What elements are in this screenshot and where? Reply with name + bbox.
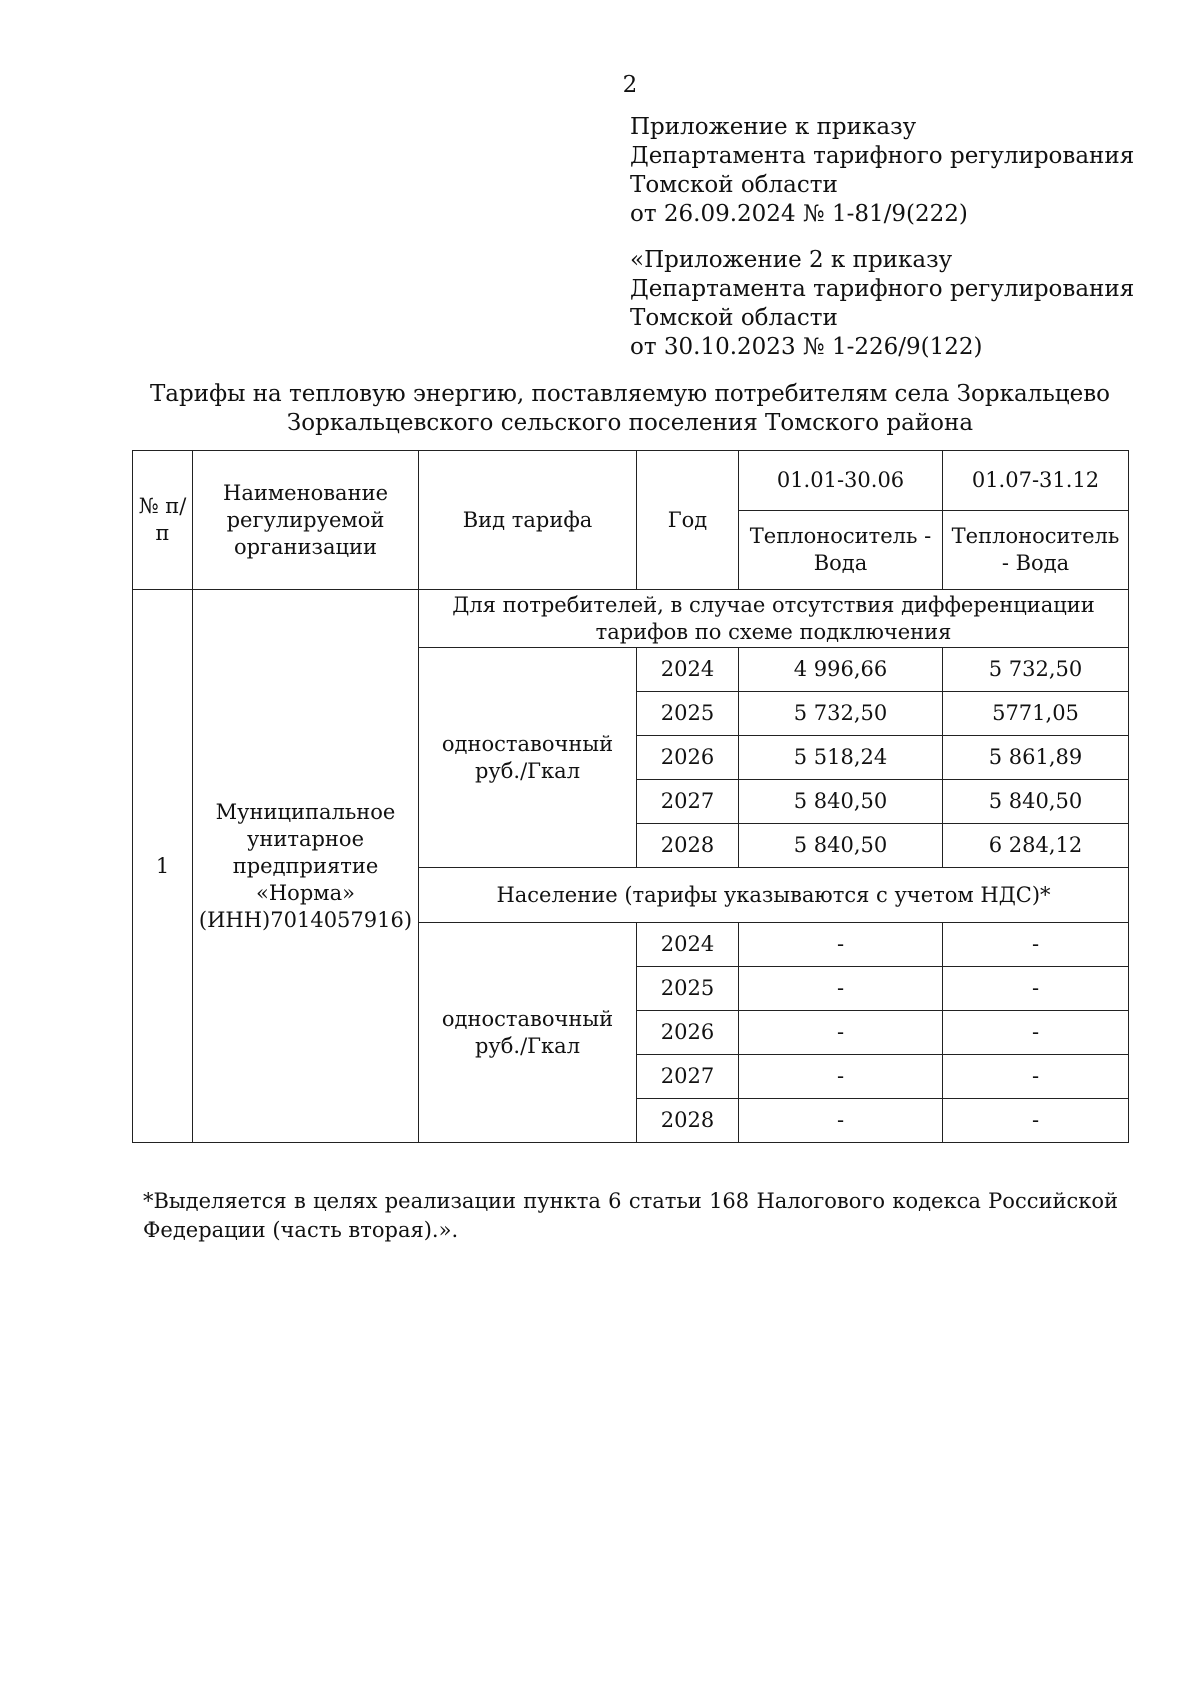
value-cell: - <box>739 923 943 967</box>
appendix-line: Приложение к приказу <box>630 114 917 140</box>
value-cell: 5 518,24 <box>739 736 943 780</box>
year-cell: 2025 <box>637 692 739 736</box>
footnote: *Выделяется в целях реализации пункта 6 статьи 168 Налогового кодекса Российской Федерации (часть вторая).». <box>143 1189 1118 1242</box>
section-caption: Население (тарифы указываются с учетом НДС)* <box>419 868 1129 923</box>
year-cell: 2027 <box>637 780 739 824</box>
value-cell: - <box>739 967 943 1011</box>
value-cell: - <box>943 1011 1129 1055</box>
header-num: № п/п <box>133 451 193 590</box>
value-cell: - <box>943 967 1129 1011</box>
value-cell: 5 732,50 <box>943 648 1129 692</box>
value-cell: - <box>943 1055 1129 1099</box>
appendix-line: «Приложение 2 к приказу <box>630 247 953 273</box>
value-cell: - <box>739 1011 943 1055</box>
header-period-2: 01.07-31.12 <box>943 451 1129 511</box>
year-cell: 2024 <box>637 648 739 692</box>
appendix-line: Томской области <box>630 172 838 198</box>
value-cell: 5 840,50 <box>739 780 943 824</box>
year-cell: 2028 <box>637 1099 739 1143</box>
appendix-line: Томской области <box>630 305 838 331</box>
table-title-line: Тарифы на тепловую энергию, поставляемую потребителям села Зоркальцево <box>149 381 1111 407</box>
year-cell: 2026 <box>637 736 739 780</box>
header-period-1: 01.01-30.06 <box>739 451 943 511</box>
appendix-line: Департамента тарифного регулирования <box>630 276 1135 302</box>
value-cell: - <box>739 1099 943 1143</box>
tariff-table <box>132 450 1129 1143</box>
page-number: 2 <box>622 72 638 98</box>
year-cell: 2024 <box>637 923 739 967</box>
table-header-row <box>133 451 1129 511</box>
value-cell: 5 840,50 <box>739 824 943 868</box>
appendix-note <box>630 113 1170 229</box>
organization-name: Муниципальное унитарное предприятие «Норма» (ИНН)7014057916) <box>193 590 419 1143</box>
value-cell: - <box>943 1099 1129 1143</box>
header-carrier-2: Теплоноситель - Вода <box>943 511 1129 590</box>
section-caption-row <box>133 590 1129 648</box>
value-cell: 6 284,12 <box>943 824 1129 868</box>
row-number: 1 <box>133 590 193 1143</box>
value-cell: 5 732,50 <box>739 692 943 736</box>
tariff-type-cell: одноставочный руб./Гкал <box>419 648 637 868</box>
appendix-line: Департамента тарифного регулирования <box>630 143 1135 169</box>
value-cell: 5771,05 <box>943 692 1129 736</box>
header-organization: Наименование регулируемой организации <box>193 451 419 590</box>
tariff-type-cell: одноставочный руб./Гкал <box>419 923 637 1143</box>
value-cell: 5 840,50 <box>943 780 1129 824</box>
header-tariff-type: Вид тарифа <box>419 451 637 590</box>
year-cell: 2027 <box>637 1055 739 1099</box>
year-cell: 2028 <box>637 824 739 868</box>
table-title <box>133 380 1127 438</box>
value-cell: 5 861,89 <box>943 736 1129 780</box>
table-title-line: Зоркальцевского сельского поселения Томского района <box>286 410 974 436</box>
section-caption: Для потребителей, в случае отсутствия дифференциации тарифов по схеме подключения <box>419 590 1129 648</box>
header-year: Год <box>637 451 739 590</box>
year-cell: 2026 <box>637 1011 739 1055</box>
appendix-line: от 26.09.2024 № 1-81/9(222) <box>630 201 968 227</box>
appendix-2-note <box>630 246 1170 362</box>
value-cell: 4 996,66 <box>739 648 943 692</box>
appendix-line: от 30.10.2023 № 1-226/9(122) <box>630 334 983 360</box>
value-cell: - <box>943 923 1129 967</box>
value-cell: - <box>739 1055 943 1099</box>
year-cell: 2025 <box>637 967 739 1011</box>
header-carrier-1: Теплоноситель - Вода <box>739 511 943 590</box>
